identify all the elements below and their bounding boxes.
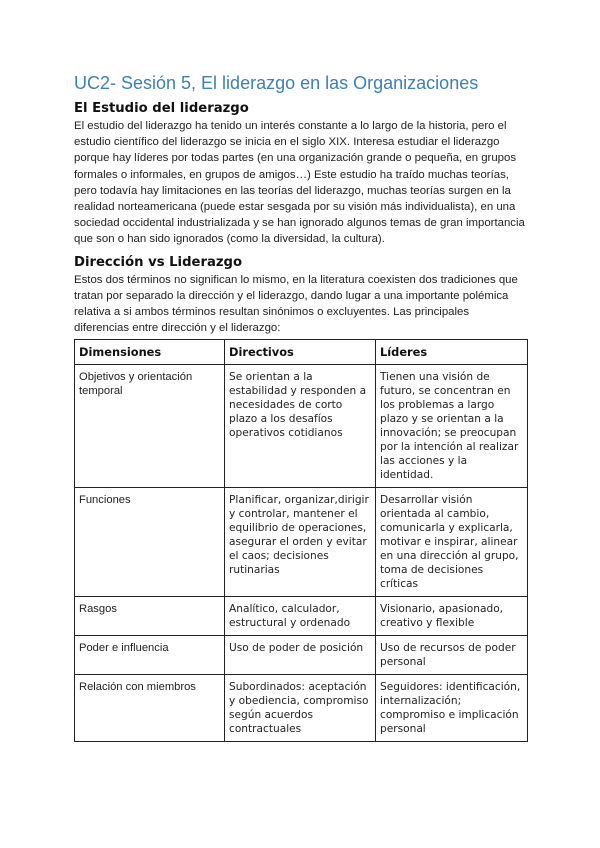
comparison-table [74,339,528,742]
table-cell-lideres: Tienen una visión de futuro, se concentran en los problemas a largo plazo y se orientan a la innovación; se preocupan por la intención al realizar las acciones y la identidad. [376,365,528,488]
table-cell-directivos: Uso de poder de posición [225,636,376,675]
column-header-dimensiones: Dimensiones [75,340,225,365]
table-header-row [75,340,528,365]
table-row [75,365,528,488]
table-cell-directivos: Planificar, organizar,dirigir y controlar, mantener el equilibrio de operaciones, asegurar el orden y evitar el caos; decisiones rutinarias [225,488,376,597]
table-row [75,488,528,597]
section-paragraph-direccion: Estos dos términos no significan lo mismo, en la literatura coexisten dos tradiciones que tratan por separado la dirección y el liderazgo, dando lugar a una importante polémica relativa a si ambos términos resultan sinónimos o excluyentes. Las principales diferencias entre dirección y el liderazgo: [74,273,518,335]
table-cell-dimension: Funciones [75,488,225,597]
table-cell-dimension: Poder e influencia [75,636,225,675]
table-cell-lideres: Seguidores: identificación, internalización; compromiso e implicación personal [376,675,528,742]
page-title: UC2- Sesión 5, El liderazgo en las Organizaciones [74,73,479,93]
document-page [74,72,527,742]
table-cell-directivos: Subordinados: aceptación y obediencia, compromiso según acuerdos contractuales [225,675,376,742]
table-cell-dimension: Rasgos [75,597,225,636]
table-cell-lideres: Uso de recursos de poder personal [376,636,528,675]
table-cell-dimension: Relación con miembros [75,675,225,742]
column-header-directivos: Directivos [225,340,376,365]
section-heading-direccion: Dirección vs Liderazgo [74,254,243,270]
section-paragraph-estudio: El estudio del liderazgo ha tenido un interés constante a lo largo de la historia, pero el estudio científico del liderazgo se inicia en el siglo XIX. Interesa estudiar el liderazgo porque hay líderes por todas partes (en una organización grande o pequeña, en grupos formales o informales, en grupos de amigos…) Este estudio ha traído muchas teorías, pero todavía hay limitaciones en las teorías del liderazgo, muchas teorías surgen en la realidad norteamericana (puede estar sesgada por su visión más individualista), en una sociedad occidental industrializada y se han ignorado algunos temas de gran importancia que son o han sido ignorados (como la diversidad, la cultura). [74,120,525,246]
table-cell-lideres: Desarrollar visión orientada al cambio, comunicarla y explicarla, motivar e inspirar, alinear en una dirección al grupo, toma de decisiones críticas [376,488,528,597]
table-row [75,597,528,636]
table-cell-directivos: Se orientan a la estabilidad y responden a necesidades de corto plazo a los desafíos operativos cotidianos [225,365,376,488]
table-cell-directivos: Analítico, calculador, estructural y ordenado [225,597,376,636]
section-heading-estudio: El Estudio del liderazgo [74,101,249,116]
table-cell-dimension: Objetivos y orientación temporal [75,365,225,488]
table-row [75,636,528,675]
table-cell-lideres: Visionario, apasionado, creativo y flexible [376,597,528,636]
table-row [75,675,528,742]
column-header-lideres: Líderes [376,340,528,365]
